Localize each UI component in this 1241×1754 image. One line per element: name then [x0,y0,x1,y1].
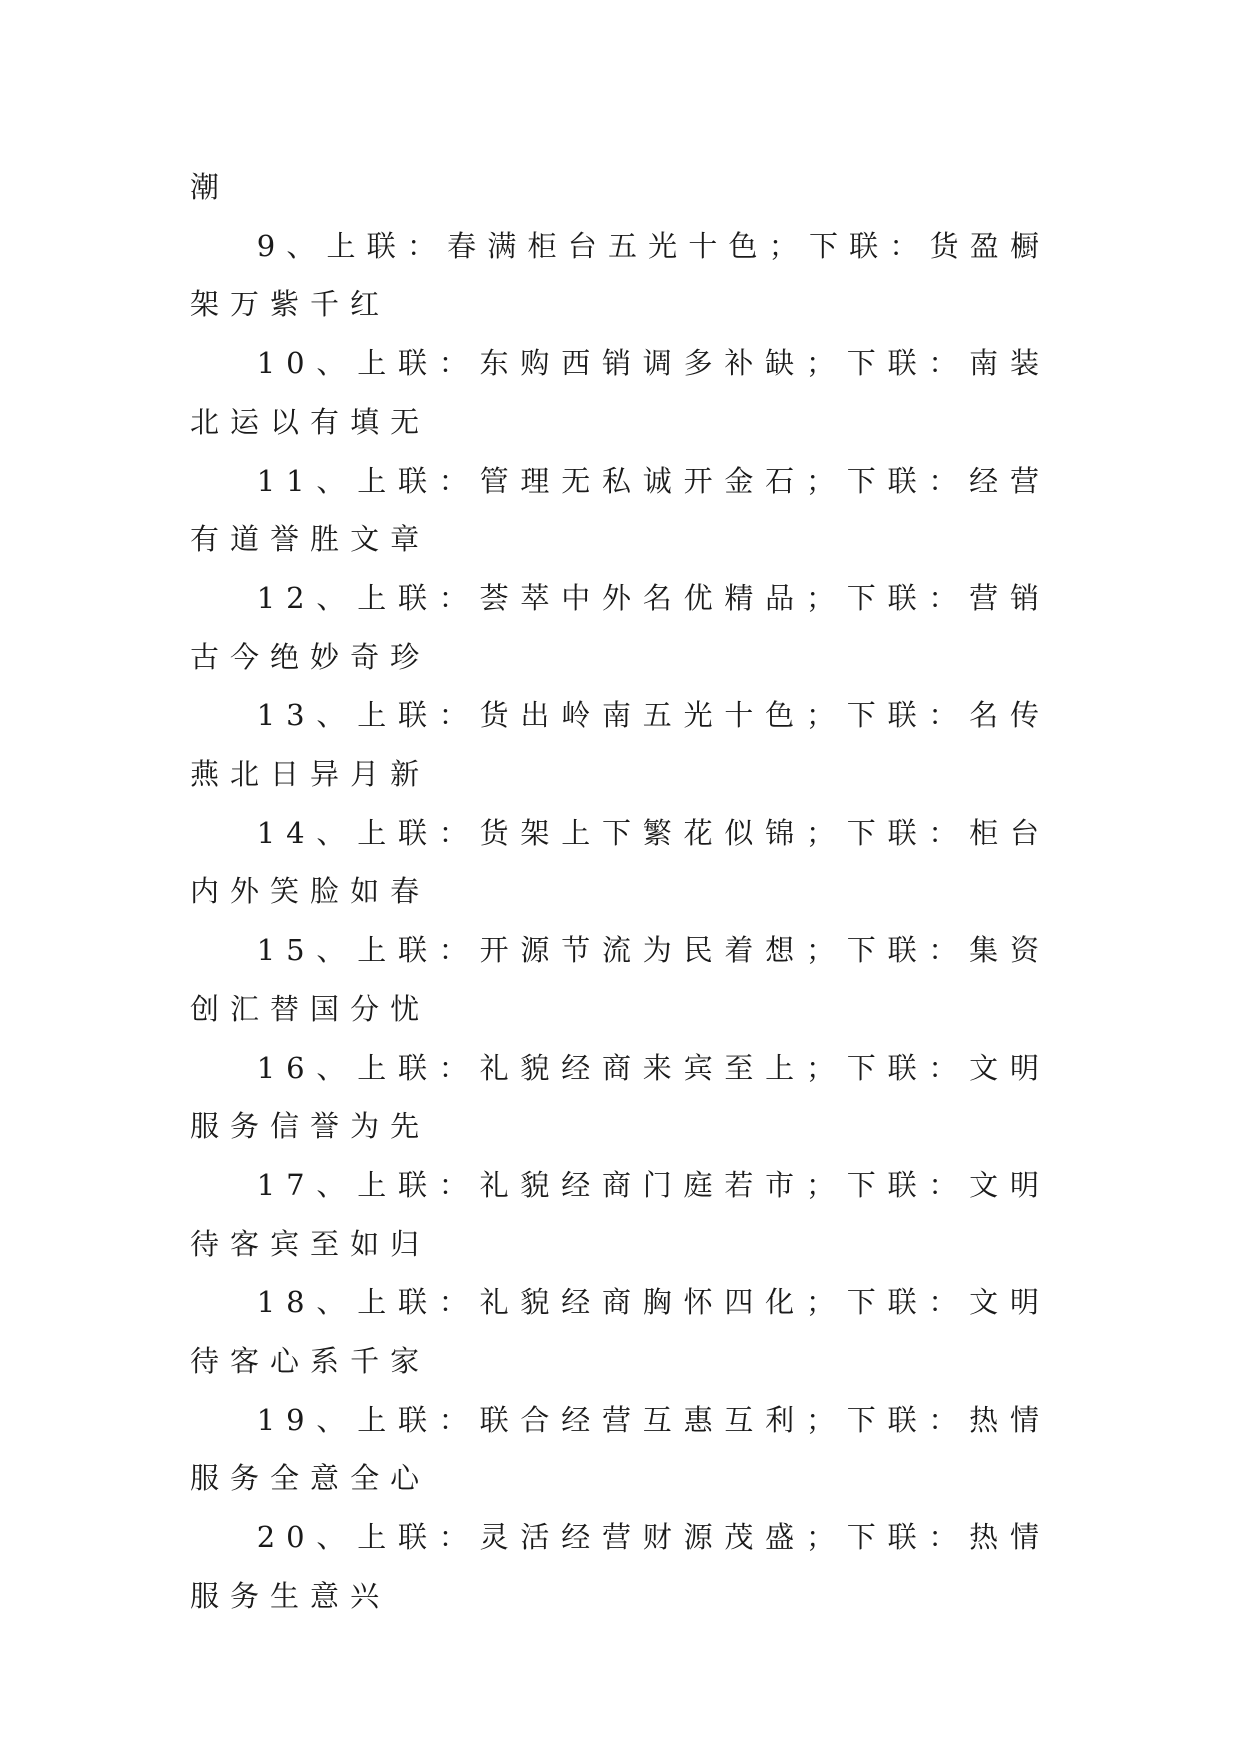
couplet-item: 17、上联：礼貌经商门庭若市；下联：文明待客宾至如归 [190,1167,1050,1261]
couplet-item: 20、上联：灵活经营财源茂盛；下联：热情服务生意兴 [190,1520,1050,1613]
continued-text: 潮 [190,170,231,204]
couplet-item: 19、上联：联合经营互惠互利；下联：热情服务全意全心 [190,1402,1050,1496]
couplet-item: 15、上联：开源节流为民着想；下联：集资创汇替国分忧 [190,933,1050,1026]
couplet-list [190,158,1050,1626]
couplet-item: 10、上联：东购西销调多补缺；下联：南装北运以有填无 [190,346,1050,439]
couplet-item: 13、上联：货出岭南五光十色；下联：名传燕北日异月新 [190,698,1050,792]
couplet-item: 18、上联：礼貌经商胸怀四化；下联：文明待客心系千家 [190,1285,1050,1379]
couplet-item: 9、上联：春满柜台五光十色；下联：货盈橱架万紫千红 [190,228,1050,322]
couplet-item: 14、上联：货架上下繁花似锦；下联：柜台内外笑脸如春 [190,815,1050,909]
couplet-item: 11、上联：管理无私诚开金石；下联：经营有道誉胜文章 [190,463,1050,557]
couplet-item: 16、上联：礼貌经商来宾至上；下联：文明服务信誉为先 [190,1050,1050,1144]
couplet-item: 12、上联：荟萃中外名优精品；下联：营销古今绝妙奇珍 [190,580,1050,674]
